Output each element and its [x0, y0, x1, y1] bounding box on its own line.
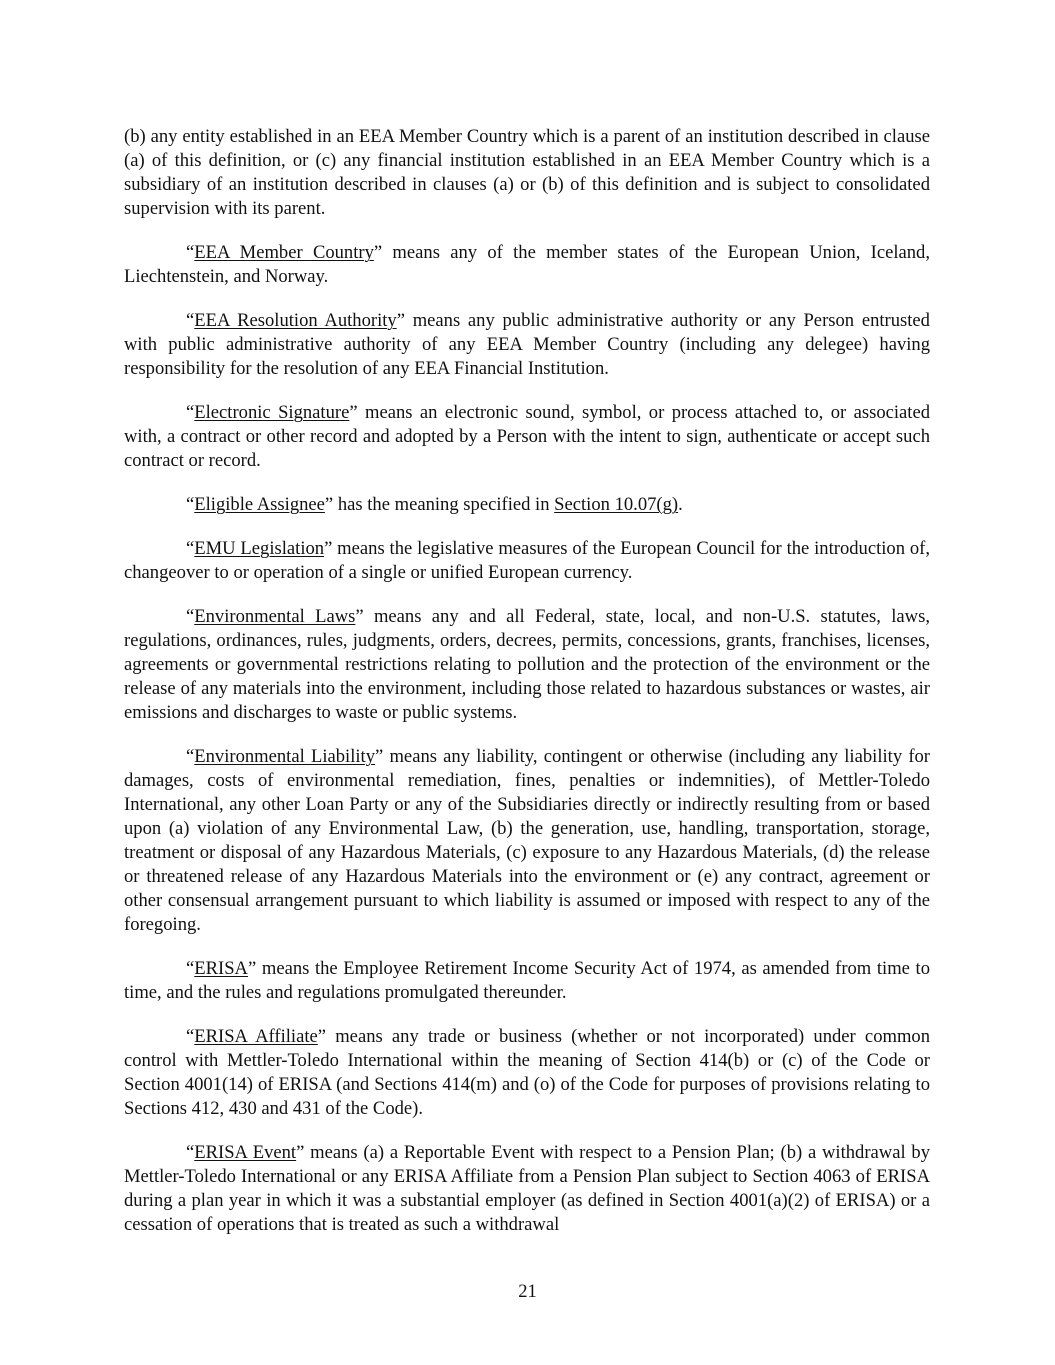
defined-term: ERISA Affiliate — [194, 1026, 318, 1047]
definition-text: ” means any trade or business (whether or not incorporated) under common control with Mettler-Toledo International within the meaning of Section 414(b) or (c) of the Code or Section 4001(14) of ERISA (and Sections 414(m) and (o) of the Code for purposes of provisions relating to Sections 412, 430 and 431 of the Code). — [124, 1026, 931, 1119]
paragraph-text: (b) any entity established in an EEA Member Country which is a parent of an institution described in clause (a) of this definition, or (c) any financial institution established in an EEA Member Country which is a subsidiary of an institution described in clauses (a) or (b) of this definition and is subject to consolidated supervision with its parent. — [124, 126, 930, 219]
open-quote: “ — [186, 1026, 195, 1047]
defined-term: Environmental Laws — [194, 606, 356, 627]
definition-erisa-affiliate — [124, 1025, 930, 1121]
defined-term: Environmental Liability — [194, 746, 376, 767]
definition-environmental-laws — [124, 605, 930, 725]
open-quote: “ — [186, 242, 195, 263]
open-quote: “ — [186, 606, 195, 627]
defined-term: Eligible Assignee — [194, 494, 325, 515]
definition-text: ” has the meaning specified in — [324, 494, 555, 515]
definition-text: ” means the Employee Retirement Income Security Act of 1974, as amended from time to time, and the rules and regulations promulgated thereunder. — [124, 958, 930, 1003]
open-quote: “ — [186, 1142, 195, 1163]
defined-term: EEA Member Country — [194, 242, 374, 263]
definition-eligible-assignee — [124, 493, 930, 517]
definition-text: ” means any public administrative authority or any Person entrusted with public administrative authority of any EEA Member Country (including any delegee) having responsibility for the resolution of any EEA Financial Institution. — [124, 310, 930, 379]
definition-erisa-event — [124, 1141, 930, 1237]
definition-tail: . — [678, 494, 683, 515]
page-body — [124, 125, 930, 1257]
defined-term: EMU Legislation — [194, 538, 325, 559]
definition-electronic-signature — [124, 401, 930, 473]
definition-environmental-liability — [124, 745, 930, 937]
defined-term: ERISA Event — [194, 1142, 297, 1163]
definition-text: ” means (a) a Reportable Event with respect to a Pension Plan; (b) a withdrawal by Mettler-Toledo International or any ERISA Affiliate from a Pension Plan subject to Section 4063 of ERISA during a plan year in which it was a substantial employer (as defined in Section 4001(a)(2) of ERISA) or a cessation of operations that is treated as such a withdrawal — [124, 1142, 930, 1235]
definition-text: ” means any liability, contingent or otherwise (including any liability for damages, costs of environmental remediation, fines, penalties or indemnities), of Mettler-Toledo International, any other Loan Party or any of the Subsidiaries directly or indirectly resulting from or based upon (a) violation of any Environmental Law, (b) the generation, use, handling, transportation, storage, treatment or disposal of any Hazardous Materials, (c) exposure to any Hazardous Materials, (d) the release or threatened release of any Hazardous Materials into the environment or (e) any contract, agreement or other consensual arrangement pursuant to which liability is assumed or imposed with respect to any of the foregoing. — [124, 746, 930, 935]
definition-text: ” means an electronic sound, symbol, or process attached to, or associated with, a contract or other record and adopted by a Person with the intent to sign, authenticate or accept such contract or record. — [124, 402, 930, 471]
definition-text: ” means any of the member states of the European Union, Iceland, Liechtenstein, and Norway. — [124, 242, 930, 287]
defined-term: ERISA — [194, 958, 248, 979]
definition-emu-legislation — [124, 537, 930, 585]
open-quote: “ — [186, 538, 195, 559]
defined-term: Electronic Signature — [194, 402, 350, 423]
definition-eea-resolution-authority — [124, 309, 930, 381]
open-quote: “ — [186, 402, 195, 423]
paragraph-eea-financial-institution-continued — [124, 125, 930, 221]
section-reference: Section 10.07(g) — [554, 494, 679, 515]
page-number: 21 — [518, 1281, 537, 1302]
open-quote: “ — [186, 310, 195, 331]
definition-erisa — [124, 957, 930, 1005]
definition-eea-member-country — [124, 241, 930, 289]
open-quote: “ — [186, 746, 195, 767]
defined-term: EEA Resolution Authority — [194, 310, 397, 331]
definition-text: ” means the legislative measures of the European Council for the introduction of, changeover to or operation of a single or unified European currency. — [124, 538, 930, 583]
definition-text: ” means any and all Federal, state, local, and non-U.S. statutes, laws, regulations, ordinances, rules, judgments, orders, decrees, permits, concessions, grants, franchises, licenses, agreements or governmental restrictions relating to pollution and the protection of the environment or the release of any materials into the environment, including those related to hazardous substances or wastes, air emissions and discharges to waste or public systems. — [124, 606, 930, 723]
open-quote: “ — [186, 494, 195, 515]
open-quote: “ — [186, 958, 195, 979]
